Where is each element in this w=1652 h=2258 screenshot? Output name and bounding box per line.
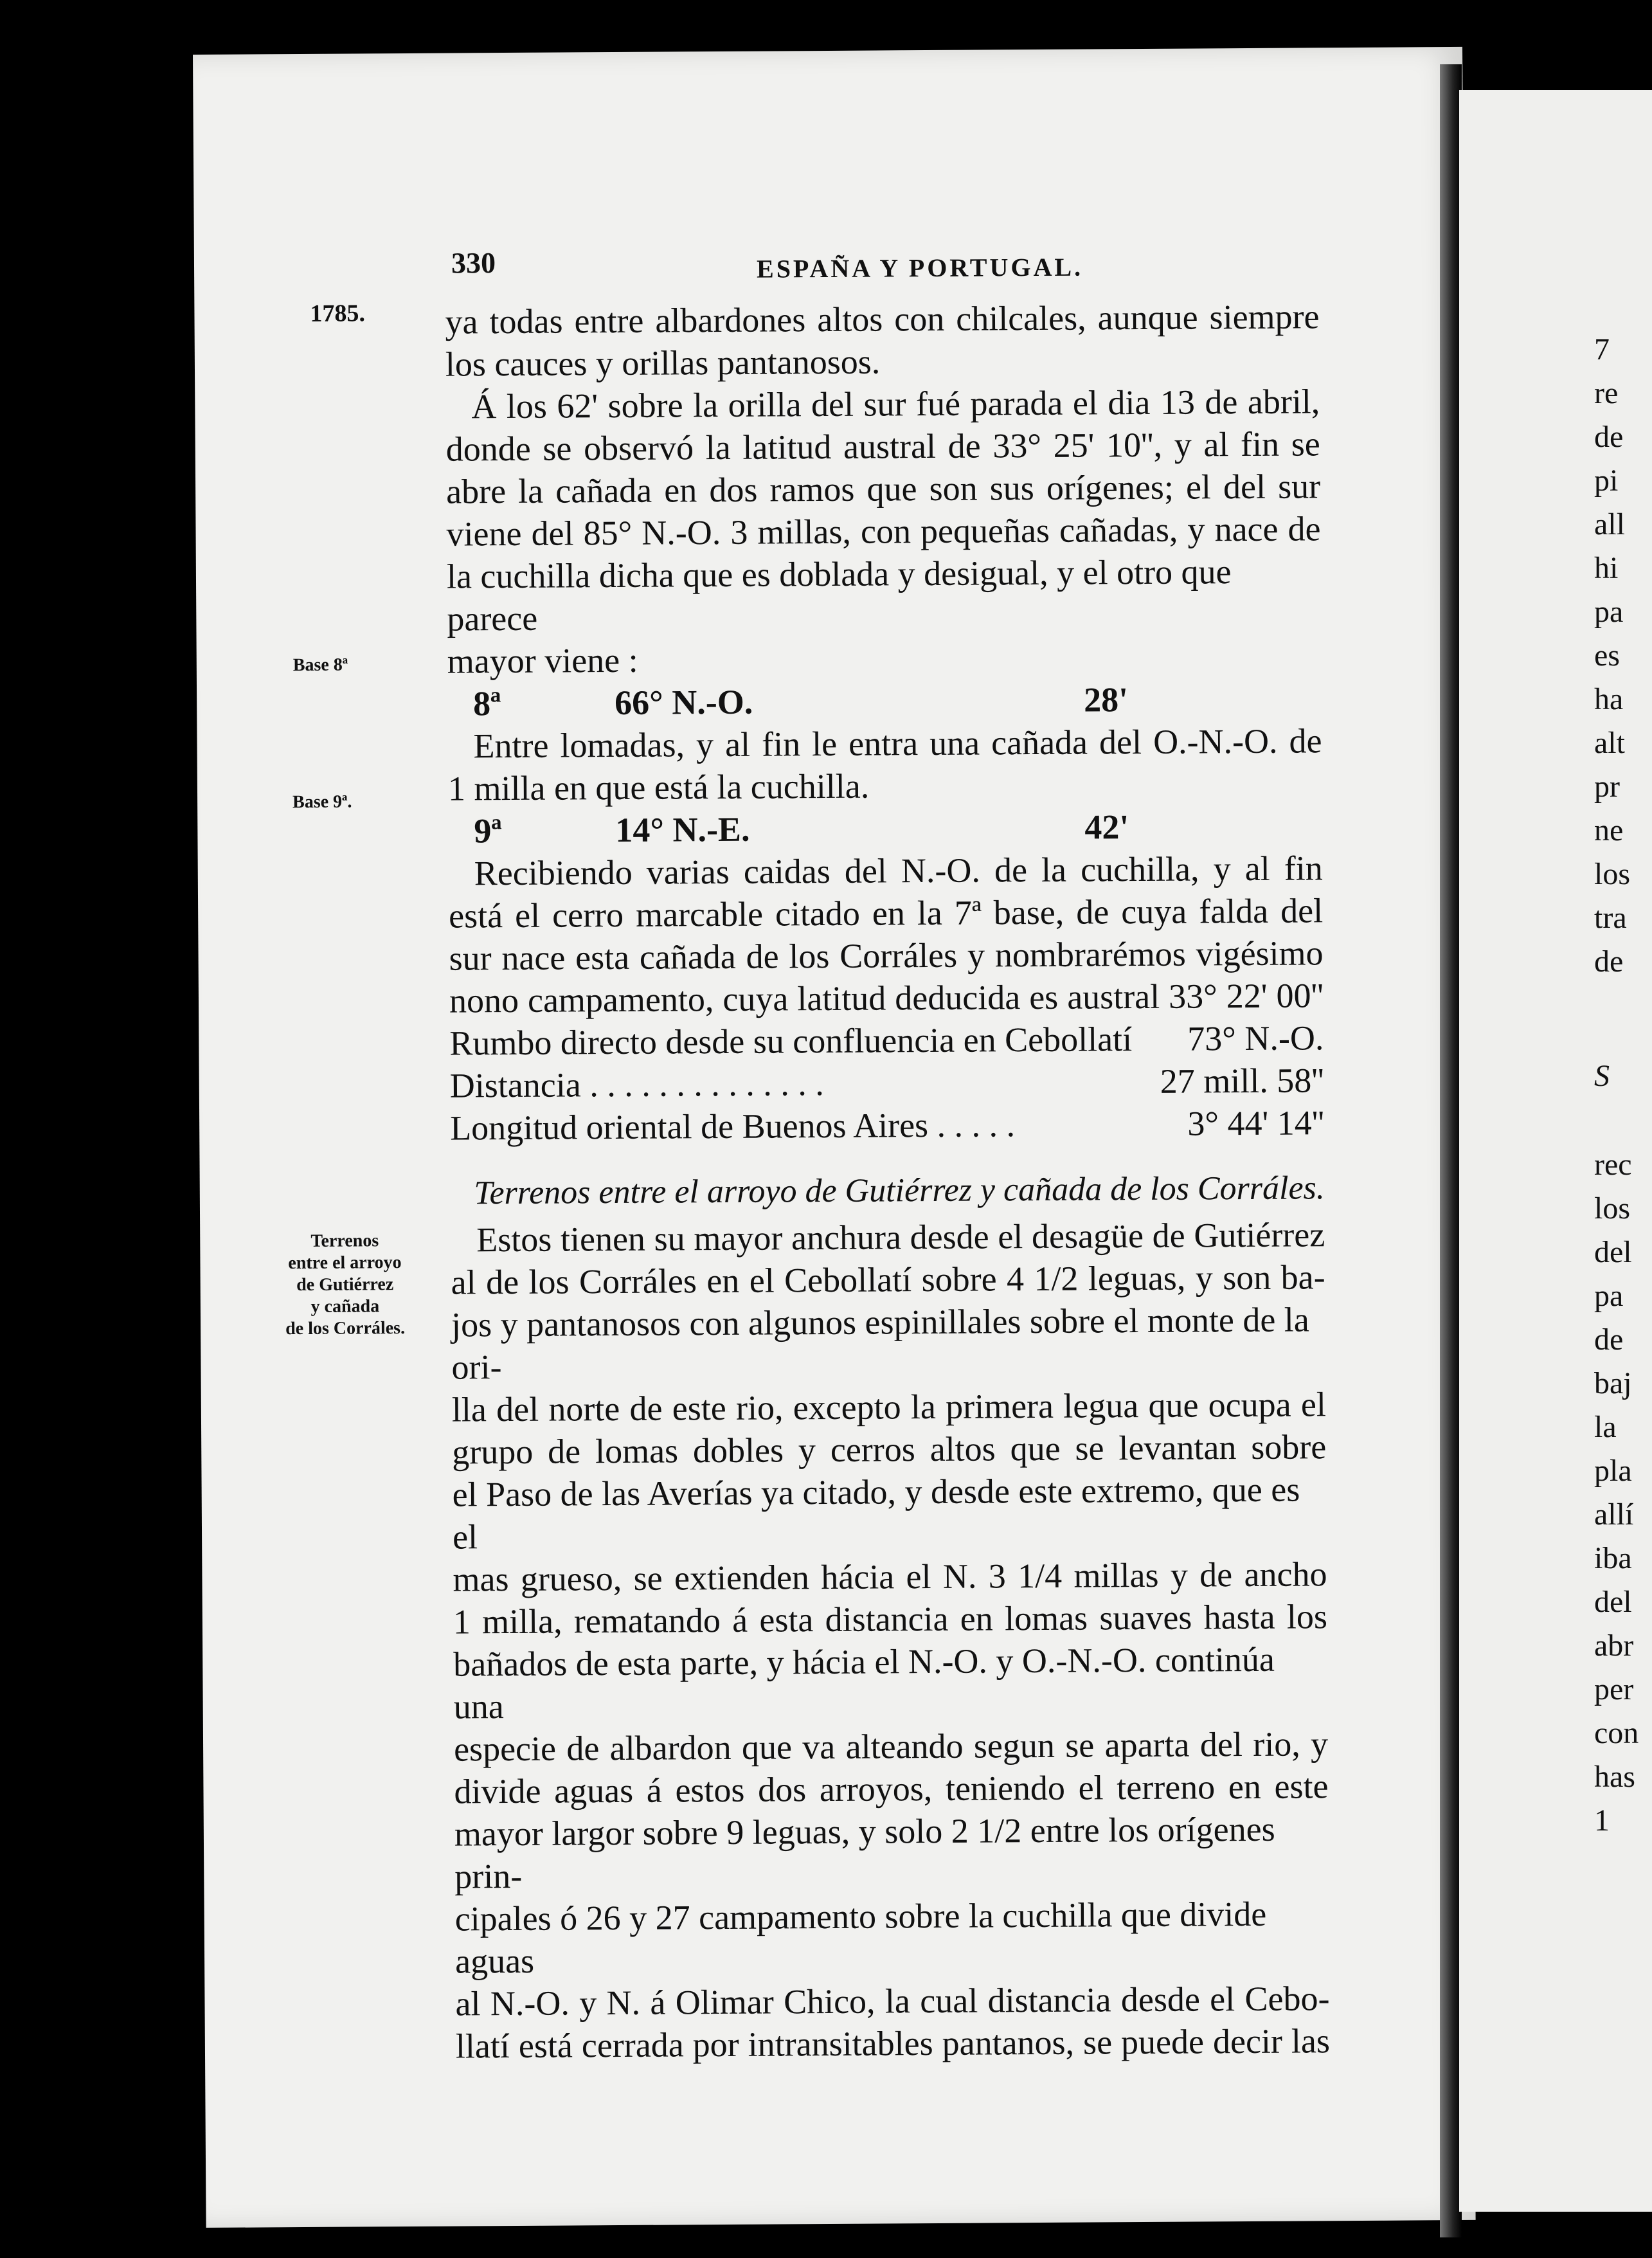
right-page-fragment: ha	[1594, 682, 1624, 716]
paragraph	[445, 295, 1320, 385]
right-page-fragment: con	[1594, 1716, 1639, 1750]
text-line: abre la cañada en dos ramos que son sus orígenes; el del sur	[445, 467, 1321, 511]
text-line: donde se observó la latitud austral de 33° 25' 10'', y al fin se	[445, 424, 1320, 469]
right-page-fragment: del	[1594, 1235, 1632, 1269]
margin-note-line: de los Corráles.	[285, 1318, 406, 1339]
right-page-fragment: pi	[1594, 464, 1619, 498]
text-block	[445, 295, 1330, 2067]
paragraph	[449, 847, 1324, 1022]
base-number: 9ª	[474, 811, 502, 851]
right-page-fragments	[1594, 328, 1639, 1843]
paragraph	[445, 380, 1322, 682]
right-page-fragment: es	[1594, 638, 1620, 673]
base-distance: 28'	[1083, 680, 1129, 719]
summary-value: 73° N.-O.	[1187, 1018, 1324, 1058]
text-line: especie de albardon que va alteando segun se aparta del rio, y	[453, 1724, 1329, 1769]
section-title: Terrenos entre el arroyo de Gutiérrez y cañada de los Corráles.	[474, 1170, 1325, 1212]
right-page-fragment: los	[1594, 857, 1631, 891]
text-line: la cuchilla dicha que es doblada y desigual, y el otro que parece	[446, 552, 1232, 638]
right-page	[1459, 90, 1652, 2212]
text-line: ya todas entre albardones altos con chilcales, aunque siempre	[445, 297, 1320, 341]
summary-label: Distancia . . . . . . . . . . . . . .	[449, 1064, 824, 1105]
summary-row	[449, 1016, 1324, 1064]
right-page-fragment: pla	[1594, 1454, 1632, 1488]
text-line: sur nace esta cañada de los Corráles y nombrarémos vigésimo	[449, 934, 1324, 978]
margin-section-note	[251, 1230, 438, 1341]
right-page-fragment: S	[1594, 1059, 1610, 1093]
right-page-fragment: 1	[1594, 1803, 1610, 1838]
right-page-fragment: has	[1594, 1760, 1635, 1794]
right-page-fragment: del	[1594, 1585, 1632, 1619]
base-distance: 42'	[1084, 808, 1129, 847]
page-number: 330	[451, 246, 496, 280]
margin-year: 1785.	[310, 300, 366, 327]
text-line: Recibiendo varias caidas del N.-O. de la cuchilla, y al fin	[474, 849, 1323, 893]
right-page-fragment: la	[1594, 1410, 1617, 1444]
summary-label: Longitud oriental de Buenos Aires . . . . .	[450, 1105, 1016, 1148]
right-page-fragment: 7	[1594, 332, 1610, 366]
right-page-fragment: ne	[1594, 813, 1624, 847]
right-page-fragment: abr	[1594, 1629, 1634, 1663]
right-page-fragment: per	[1594, 1672, 1634, 1706]
base-direction: 66° N.-O.	[614, 682, 753, 723]
base-direction: 14° N.-E.	[615, 809, 750, 850]
margin-note-line: de Gutiérrez	[296, 1274, 394, 1296]
right-page-fragment: allí	[1594, 1497, 1634, 1531]
text-line: mas grueso, se extienden hácia el N. 3 1/4 millas y de ancho	[453, 1555, 1327, 1599]
text-line: 1 milla en que está la cuchilla.	[447, 766, 870, 808]
summary-table	[449, 1016, 1324, 1149]
right-page-fragment: pr	[1594, 770, 1620, 804]
right-page-fragment: pa	[1594, 1279, 1624, 1313]
text-line: el Paso de las Averías ya citado, y desde este extremo, que es el	[452, 1470, 1300, 1557]
text-line: viene del 85° N.-O. 3 millas, con pequeñas cañadas, y nace de	[446, 509, 1321, 554]
right-page-fragment: de	[1594, 944, 1624, 979]
paragraph	[447, 719, 1322, 809]
text-line: mayor viene :	[447, 640, 638, 681]
text-line: lla del norte de este rio, excepto la primera legua que ocupa el	[451, 1385, 1327, 1429]
text-line: grupo de lomas dobles y cerros altos que se levantan sobre	[452, 1427, 1327, 1472]
summary-row	[450, 1101, 1324, 1149]
text-line: llatí está cerrada por intransitables pantanos, se puede decir las	[455, 2021, 1331, 2066]
left-page	[193, 47, 1476, 2228]
right-page-fragment: pa	[1594, 595, 1624, 629]
text-line: bañados de esta parte, y hácia el N.-O. y O.-N.-O. continúa una	[453, 1639, 1275, 1726]
text-line: los cauces y orillas pantanosos.	[445, 342, 881, 384]
book-gutter	[1440, 64, 1462, 2237]
right-page-fragment: alt	[1594, 726, 1625, 760]
text-line: Estos tienen su mayor anchura desde el desagüe de Gutiérrez	[476, 1215, 1325, 1260]
text-line: cipales ó 26 y 27 campamento sobre la cuchilla que divide aguas	[454, 1894, 1267, 1981]
margin-note-line: entre el arroyo	[288, 1252, 402, 1274]
right-page-fragment: hi	[1594, 551, 1619, 585]
summary-value: 3° 44' 14''	[1187, 1103, 1325, 1143]
right-page-fragment: iba	[1594, 1541, 1632, 1575]
text-line: Entre lomadas, y al fin le entra una cañada del O.-N.-O. de	[473, 721, 1322, 766]
summary-value: 27 mill. 58''	[1160, 1061, 1324, 1101]
text-line: jos y pantanosos con algunos espinillales sobre el monte de la ori-	[451, 1300, 1309, 1387]
margin-note-line: y cañada	[310, 1296, 380, 1317]
right-page-fragment: re	[1594, 376, 1619, 410]
text-line: al de los Corráles en el Cebollatí sobre 4 1/2 leguas, y son ba-	[451, 1258, 1325, 1302]
right-page-fragment: tra	[1594, 901, 1627, 935]
text-line: al N.-O. y N. á Olimar Chico, la cual distancia desde el Cebo-	[455, 1979, 1330, 2023]
right-page-fragment: rec	[1594, 1148, 1632, 1182]
margin-note-line: Terrenos	[310, 1231, 379, 1251]
text-line: está el cerro marcable citado en la 7ª base, de cuya falda del	[449, 891, 1324, 935]
summary-row	[450, 1059, 1324, 1106]
text-line: nono campamento, cuya latitud deducida es austral 33° 22' 00''	[449, 976, 1324, 1020]
right-page-fragment: baj	[1594, 1366, 1632, 1400]
text-line: divide aguas á estos dos arroyos, teniendo el terreno en este	[454, 1767, 1329, 1811]
text-line: 1 milla, rematando á esta distancia en lomas suaves hasta los	[453, 1597, 1328, 1641]
margin-base8: Base 8ª	[292, 655, 348, 676]
base9-row	[448, 804, 1322, 852]
base-number: 8ª	[472, 684, 501, 723]
margin-base9: Base 9ª.	[292, 791, 352, 813]
right-page-fragment: de	[1594, 1323, 1624, 1357]
summary-label: Rumbo directo desde su confluencia en Cebollatí	[449, 1020, 1133, 1063]
paragraph	[451, 1213, 1330, 2067]
base8-row	[447, 677, 1322, 725]
text-line: mayor largor sobre 9 leguas, y solo 2 1/2 entre los orígenes prin-	[454, 1809, 1275, 1896]
running-title: ESPAÑA Y PORTUGAL.	[756, 252, 1084, 284]
right-page-fragment: de	[1594, 420, 1624, 454]
text-line: Á los 62' sobre la orilla del sur fué parada el dia 13 de abril,	[471, 382, 1320, 426]
right-page-fragment: all	[1594, 507, 1625, 541]
right-page-fragment: los	[1594, 1191, 1631, 1225]
